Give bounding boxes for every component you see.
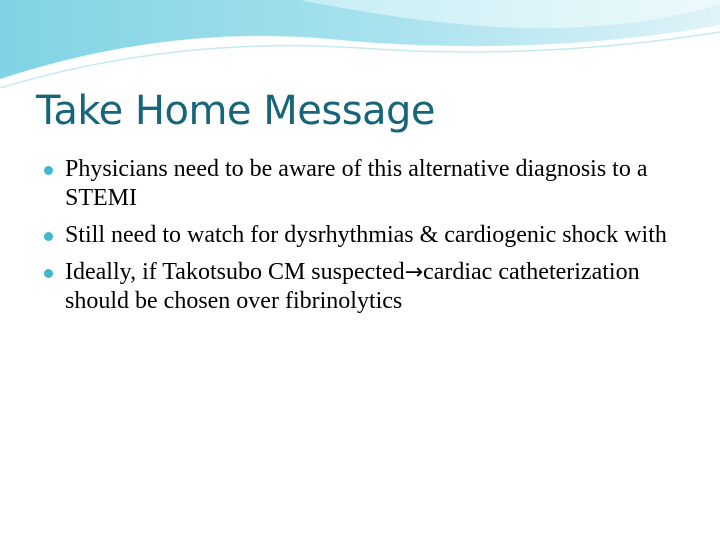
bullet-item — [44, 221, 684, 250]
bullet-dot-icon — [44, 269, 53, 278]
bullet-list — [44, 155, 684, 324]
right-arrow-icon: → — [404, 260, 424, 285]
bullet-text-before-arrow: Ideally, if Takotsubo CM suspected — [65, 259, 405, 285]
bullet-item — [44, 258, 684, 316]
bullet-dot-icon — [44, 232, 53, 241]
header-wave-decoration — [0, 0, 720, 90]
bullet-text: Still need to watch for dysrhythmias & cardiogenic shock with — [65, 222, 667, 248]
bullet-item — [44, 155, 684, 213]
bullet-text: Physicians need to be aware of this alternative diagnosis to a STEMI — [65, 156, 648, 211]
slide-title: Take Home Message — [36, 88, 436, 134]
bullet-dot-icon — [44, 166, 53, 175]
bullet-text-after-arrow: cardiac catheterization should be chosen over fibrinolytics — [65, 259, 640, 314]
